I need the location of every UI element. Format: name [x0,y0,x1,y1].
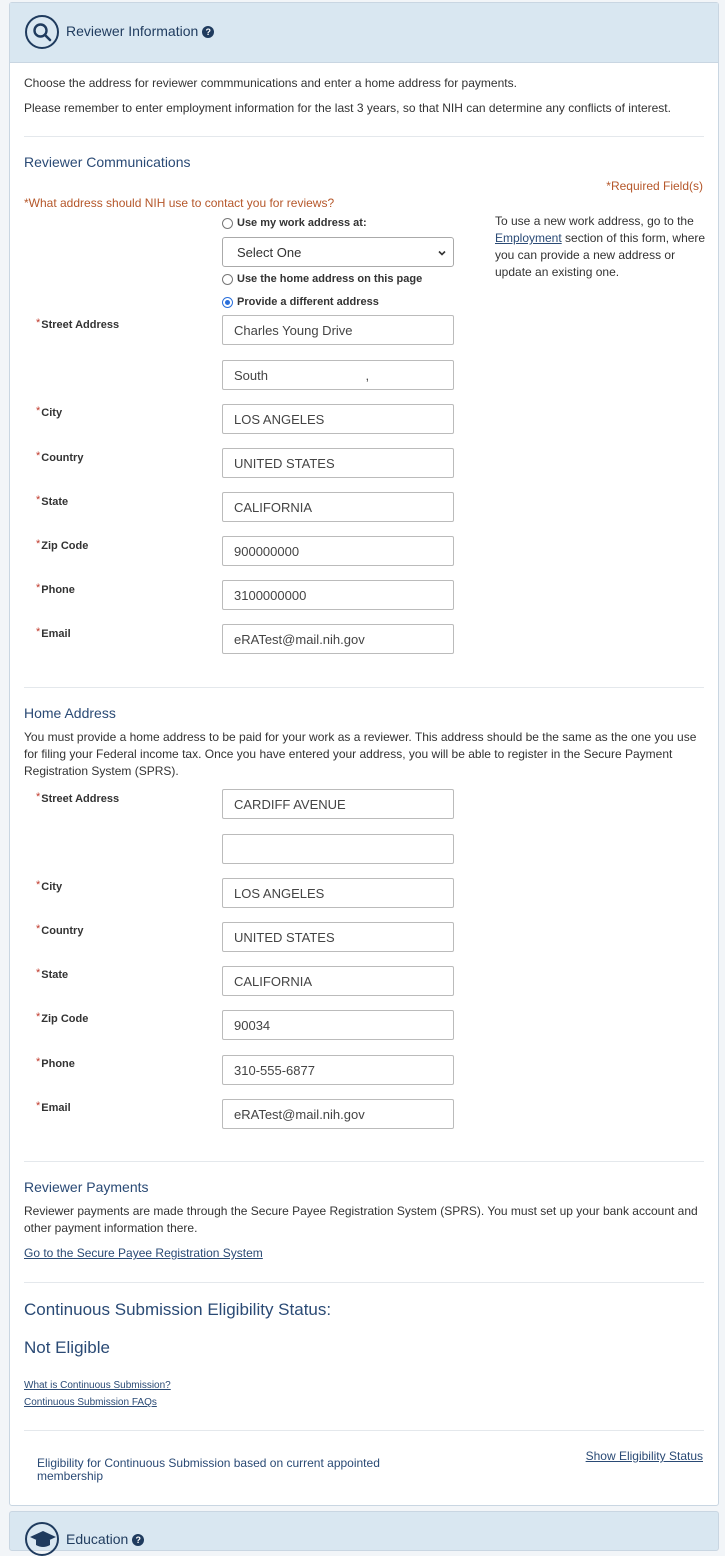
home-country-label: *Country [36,923,84,937]
intro-line-1: Choose the address for reviewer commmunications and enter a home address for payments. [24,76,517,90]
comm-street-input-1[interactable]: Charles Young Drive [222,315,454,345]
comm-zip-label: *Zip Code [36,538,89,552]
comm-phone-input[interactable]: 3100000000 [222,580,454,610]
home-street-label: *Street Address [36,791,120,805]
comm-phone-label: *Phone [36,582,75,596]
help-icon[interactable]: ? [132,1534,144,1546]
radio-label: Provide a different address [237,296,379,308]
select-value: Select One [237,245,302,260]
home-zip-input[interactable]: 90034 [222,1010,454,1040]
divider [24,1161,704,1162]
home-phone-input[interactable]: 310-555-6877 [222,1055,454,1085]
home-city-label: *City [36,879,63,893]
radio-option-work-address[interactable] [222,217,367,229]
panel-title [66,23,214,39]
radio-label: Use the home address on this page [237,273,423,285]
radio-button[interactable] [222,274,233,285]
home-state-input[interactable]: CALIFORNIA [222,966,454,996]
comm-country-label: *Country [36,450,84,464]
home-phone-label: *Phone [36,1056,75,1070]
comm-city-label: *City [36,405,63,419]
divider [24,136,704,137]
home-street-input-1[interactable]: CARDIFF AVENUE [222,789,454,819]
reviewer-information-panel [9,2,719,1506]
work-address-side-note: To use a new work address, go to the Employment section of this form, where you can provide a new address or update an existing one. [495,214,706,279]
employment-link[interactable]: Employment [495,231,562,245]
magnifier-icon [25,15,59,49]
panel-title-text: Reviewer Information [66,23,199,39]
comm-country-input[interactable]: UNITED STATES [222,448,454,478]
chevron-down-icon [437,246,447,261]
divider [24,1430,704,1431]
comm-email-input[interactable]: eRATest@mail.nih.gov [222,624,454,654]
eligibility-status-value: Not Eligible [24,1338,110,1357]
comm-zip-input[interactable]: 900000000 [222,536,454,566]
education-title: Education ? [66,1531,144,1547]
divider [24,687,704,688]
graduation-cap-icon [25,1522,59,1556]
comm-state-label: *State [36,494,69,508]
radio-button[interactable] [222,218,233,229]
divider [24,1282,704,1283]
section-title-communications: Reviewer Communications [24,154,191,170]
help-icon[interactable]: ? [202,26,214,38]
education-panel-header[interactable] [9,1511,719,1551]
home-state-label: *State [36,967,69,981]
intro-line-2: Please remember to enter employment information for the last 3 years, so that NIH can determine any conflicts of interest. [24,101,671,115]
home-email-label: *Email [36,1100,71,1114]
home-zip-label: *Zip Code [36,1011,89,1025]
sprs-link[interactable]: Go to the Secure Payee Registration System [24,1246,263,1260]
section-title-home-address: Home Address [24,705,116,721]
show-eligibility-status-link[interactable]: Show Eligibility Status [585,1449,703,1463]
what-is-continuous-submission-link[interactable]: What is Continuous Submission? [24,1380,171,1391]
radio-option-different-address[interactable] [222,296,379,308]
home-street-input-2[interactable] [222,834,454,864]
home-address-description: You must provide a home address to be paid for your work as a reviewer. This address should be the same as the one you use for filing your Federal income tax. Once you have entered your address, you will be able to register in the Secure Payment Registration System (SPRS). [24,730,697,778]
radio-label: Use my work address at: [237,217,367,229]
comm-street-input-2[interactable]: South , [222,360,454,390]
home-email-input[interactable]: eRATest@mail.nih.gov [222,1099,454,1129]
continuous-submission-title: Continuous Submission Eligibility Status: [24,1300,332,1319]
radio-button-selected[interactable] [222,297,233,308]
section-title-payments: Reviewer Payments [24,1179,149,1195]
panel-header [10,3,718,63]
radio-option-home-address[interactable] [222,273,422,285]
eligibility-description: Eligibility for Continuous Submission based on current appointed membership [37,1456,380,1483]
comm-city-input[interactable]: LOS ANGELES [222,404,454,434]
home-city-input[interactable]: LOS ANGELES [222,878,454,908]
comm-state-input[interactable]: CALIFORNIA [222,492,454,522]
home-country-input[interactable]: UNITED STATES [222,922,454,952]
payments-description: Reviewer payments are made through the Secure Payee Registration System (SPRS). You must set up your bank account and other payment information there. [24,1204,698,1235]
work-address-select[interactable] [222,237,454,267]
contact-address-question: *What address should NIH use to contact you for reviews? [24,196,335,210]
required-field-note: *Required Field(s) [606,179,703,193]
comm-email-label: *Email [36,626,71,640]
comm-street-label: *Street Address [36,317,120,331]
continuous-submission-faqs-link[interactable]: Continuous Submission FAQs [24,1397,157,1408]
